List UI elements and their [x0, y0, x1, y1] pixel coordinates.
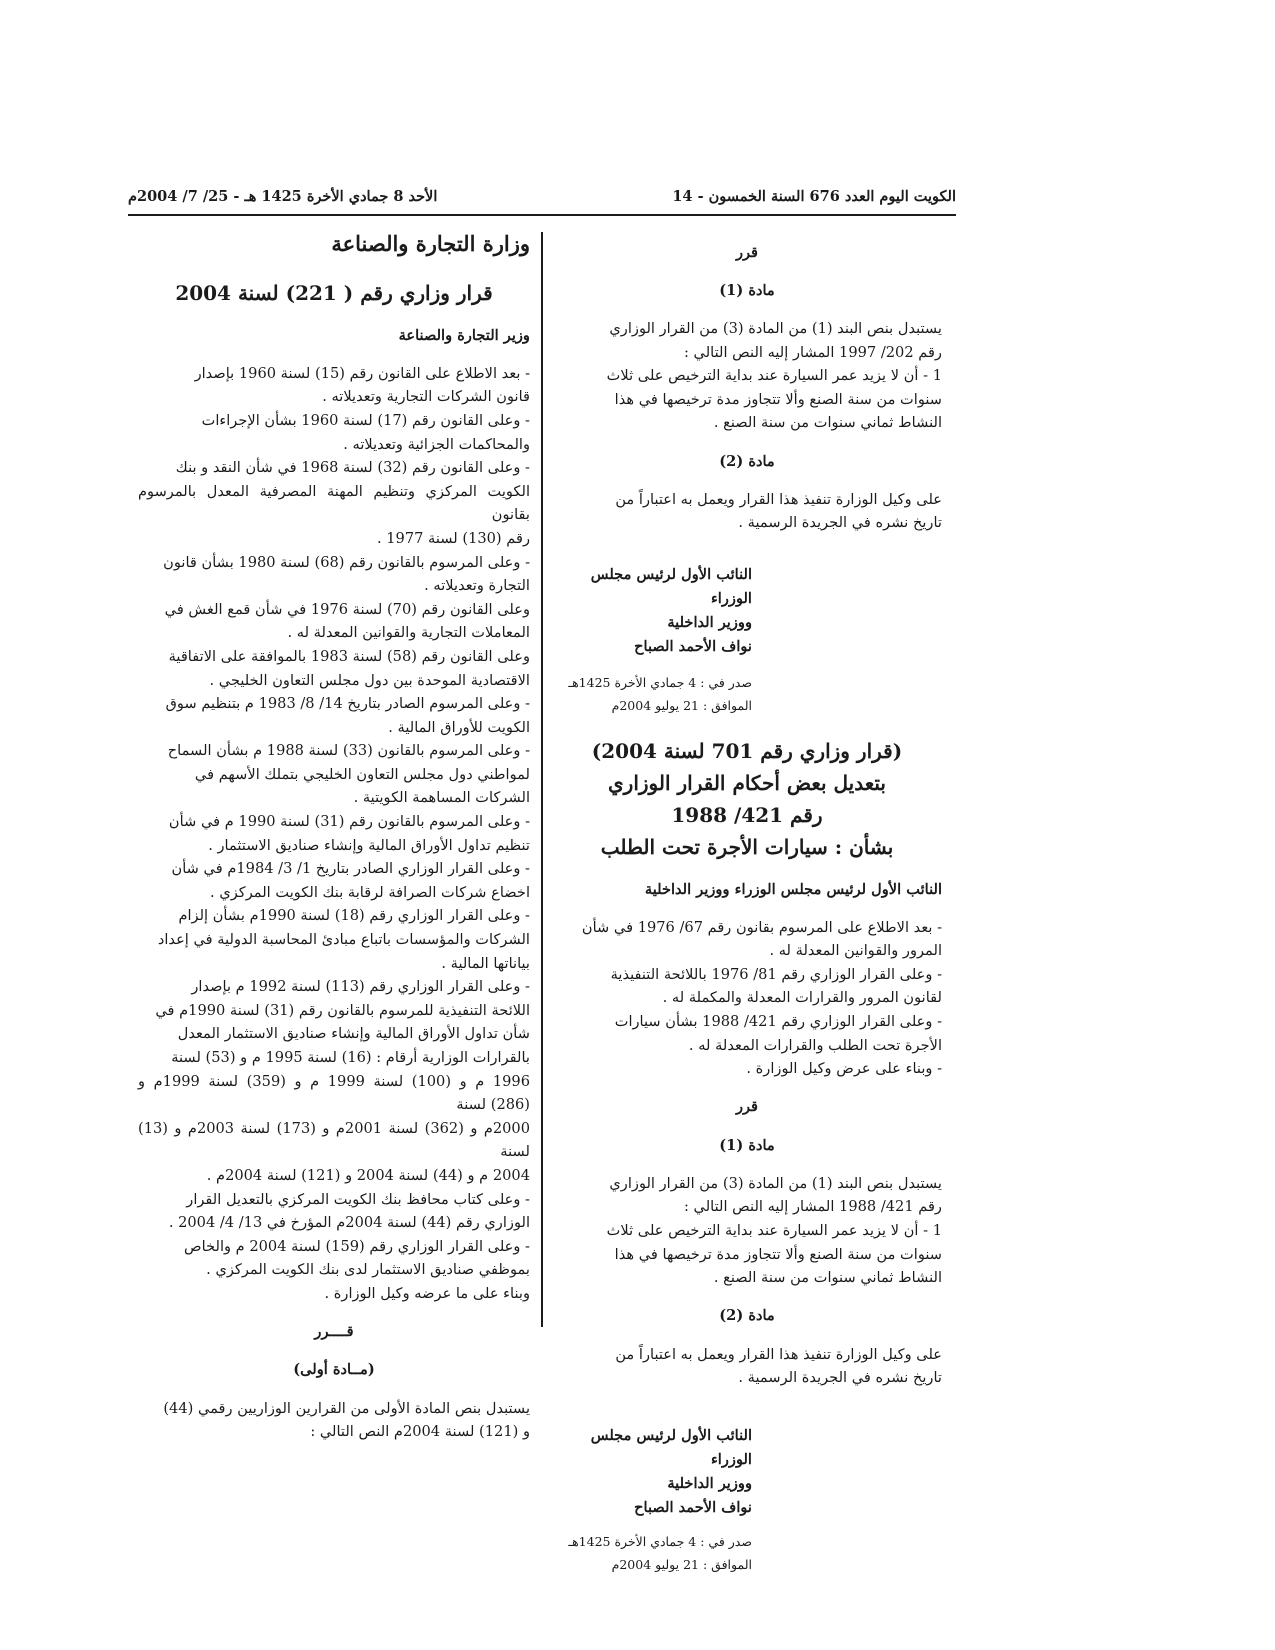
ministry-heading: وزارة التجارة والصناعة [331, 231, 530, 256]
decision-title: (قرار وزاري رقم 701 لسنة 2004) [591, 738, 903, 763]
preamble-line: الأجرة تحت الطلب والقرارات المعدلة له . [688, 1036, 942, 1054]
text-line: سنوات من سنة الصنع وألا تتجاوز مدة ترخيصها في هذا [614, 390, 942, 408]
text-line: تاريخ نشره في الجريدة الرسمية . [738, 514, 942, 532]
decision-701-continuation-top [552, 241, 942, 717]
left-column [138, 229, 530, 1444]
preamble-line: شأن تداول الأوراق المالية وإنشاء صناديق الاستثمار المعدل [177, 1025, 530, 1043]
qarar-heading: قرر [735, 243, 759, 261]
header-date: الأحد 8 جمادي الأخرة 1425 هـ - 25/ 7/ 2004م [128, 188, 438, 205]
decision-subtitle: بتعديل بعض أحكام القرار الوزاري [608, 770, 886, 795]
column-divider [541, 232, 543, 1327]
decision-subject: بشأن : سيارات الأجرة تحت الطلب [600, 834, 894, 859]
article-first-title: (مــادة أولى) [293, 1361, 375, 1379]
preamble-line: بموظفي صناديق الاستثمار لدى بنك الكويت المركزي . [206, 1261, 530, 1279]
article-2-title: مادة (2) [719, 452, 775, 470]
decision-701 [552, 735, 942, 1576]
signatory-title: النائب الأول لرئيس مجلس الوزراء [590, 1426, 752, 1468]
preamble-line: الشركات والمؤسسات باتباع مبادئ المحاسبة الدولية في إعداد [157, 931, 530, 949]
preamble-line: وعلى القانون رقم (70) لسنة 1976 في شأن قمع الغش في [164, 600, 530, 618]
preamble-line: 2004 م و (44) لسنة 2004 و (121) لسنة 2004م . [206, 1166, 530, 1184]
header-rule [128, 214, 956, 216]
article-2-title: مادة (2) [719, 1307, 775, 1325]
preamble-line: بياناتها المالية . [441, 954, 530, 972]
preamble-line: 2000م و (362) لسنة 2001م و (173) لسنة 2003م و (13) لسنة [138, 1119, 530, 1161]
text-line: و (121) لسنة 2004م النص التالي : [310, 1423, 530, 1441]
preamble-line: - وعلى القانون رقم (32) لسنة 1968 في شأن النقد و بنك [175, 459, 530, 477]
text-line: النشاط ثماني سنوات من سنة الصنع . [713, 1269, 942, 1287]
decision-authority: النائب الأول لرئيس مجلس الوزراء ووزير الداخلية [644, 880, 942, 898]
preamble-line: الوزاري رقم (44) لسنة 2004م المؤرخ في 13/ 4/ 2004 . [168, 1214, 530, 1232]
preamble-line: - وعلى المرسوم بالقانون رقم (31) لسنة 1990 م في شأن [168, 813, 530, 831]
issue-date-block [552, 1530, 942, 1576]
text-line: يستبدل بنص البند (1) من المادة (3) من القرار الوزاري [609, 319, 942, 337]
issued-hijri: صدر في : 4 جمادي الأخرة 1425هـ [568, 674, 752, 690]
preamble-line: - بعد الاطلاع على القانون رقم (15) لسنة 1960 بإصدار [194, 364, 530, 382]
text-line: رقم 421/ 1988 المشار إليه النص التالي : [684, 1198, 942, 1216]
preamble-line: وبناء على ما عرضه وكيل الوزارة . [324, 1284, 530, 1302]
preamble-line: لمواطني دول مجلس التعاون الخليجي بتملك الأسهم في [194, 765, 530, 783]
preamble-line: رقم (130) لسنة 1977 . [376, 529, 530, 547]
preamble-line: وعلى القانون رقم (58) لسنة 1983 بالموافقة على الاتفاقية [168, 647, 530, 665]
article-1-title: مادة (1) [719, 281, 775, 299]
preamble-line: التجارة وتعديلاته . [424, 577, 530, 595]
preamble-line: - وعلى القرار الوزاري رقم (18) لسنة 1990م بشأن إلزام [178, 907, 530, 925]
text-line: على وكيل الوزارة تنفيذ هذا القرار ويعمل به اعتباراً من [615, 490, 942, 508]
decision-authority: وزير التجارة والصناعة [398, 326, 530, 344]
preamble-line: المرور والقوانين المعدلة له . [769, 942, 942, 960]
preamble-line: - بعد الاطلاع على المرسوم بقانون رقم 67/ 1976 في شأن [581, 918, 942, 936]
page-header [128, 188, 956, 212]
preamble-line: - وعلى المرسوم بالقانون رقم (68) لسنة 1980 بشأن قانون [163, 553, 530, 571]
text-line: يستبدل بنص البند (1) من المادة (3) من القرار الوزاري [609, 1174, 942, 1192]
issued-gregorian: الموافق : 21 يوليو 2004م [611, 697, 752, 713]
preamble-line: الكويت للأوراق المالية . [388, 718, 530, 736]
preamble-line: الشركات المساهمة الكويتية . [353, 789, 530, 807]
text-line: النشاط ثماني سنوات من سنة الصنع . [713, 414, 942, 432]
preamble-line: - وبناء على عرض وكيل الوزارة . [746, 1060, 942, 1078]
preamble-line: - وعلى القرار الوزاري رقم (159) لسنة 2004 م والخاص [183, 1237, 530, 1255]
text-line: رقم 202/ 1997 المشار إليه النص التالي : [684, 343, 942, 361]
issue-date-block [552, 671, 942, 717]
text-line: على وكيل الوزارة تنفيذ هذا القرار ويعمل به اعتباراً من [615, 1345, 942, 1363]
preamble-line: والمحاكمات الجزائية وتعديلاته . [343, 435, 530, 453]
signatory-title: النائب الأول لرئيس مجلس الوزراء [590, 565, 752, 607]
issued-hijri: صدر في : 4 جمادي الأخرة 1425هـ [568, 1533, 752, 1549]
issued-gregorian: الموافق : 21 يوليو 2004م [611, 1556, 752, 1572]
right-column [552, 226, 942, 1576]
preamble-line: - وعلى المرسوم بالقانون (33) لسنة 1988 م بشأن السماح [167, 742, 530, 760]
signatory-ministry: ووزير الداخلية [667, 1474, 752, 1492]
preamble-line: - وعلى القانون رقم (17) لسنة 1960 بشأن الإجراءات [201, 411, 530, 429]
signatory-ministry: ووزير الداخلية [667, 613, 752, 631]
decision-title: قرار وزاري رقم ( 221) لسنة 2004 [175, 281, 493, 305]
preamble-line: قانون الشركات التجارية وتعديلاته . [322, 388, 530, 406]
signature-block [552, 563, 942, 659]
signatory-name: نواف الأحمد الصباح [634, 637, 752, 655]
preamble-line: اخضاع شركات الصرافة لرقابة بنك الكويت المركزي . [210, 883, 530, 901]
preamble-line: المعاملات التجارية والقوانين المعدلة له . [287, 624, 530, 642]
preamble-line: 1996 م و (100) لسنة 1999 م و (359) لسنة 1999م و (286) لسنة [138, 1072, 530, 1114]
qarar-heading: قرر [735, 1098, 759, 1116]
preamble-line: الاقتصادية الموحدة بين دول مجلس التعاون الخليجي . [209, 671, 530, 689]
preamble-line: - وعلى القرار الوزاري رقم 421/ 1988 بشأن سيارات [614, 1013, 942, 1031]
preamble-line: الكويت المركزي وتنظيم المهنة المصرفية المعدل بالمرسوم بقانون [138, 482, 530, 524]
text-line: 1 - أن لا يزيد عمر السيارة عند بداية الترخيص على ثلاث [606, 367, 942, 385]
preamble-line: - وعلى القرار الوزاري رقم (113) لسنة 1992 م بإصدار [191, 978, 530, 996]
header-issue-info: الكويت اليوم العدد 676 السنة الخمسون - 14 [672, 188, 956, 205]
text-line: تاريخ نشره في الجريدة الرسمية . [738, 1369, 942, 1387]
text-line: يستبدل بنص المادة الأولى من القرارين الوزاريين رقمي (44) [163, 1399, 530, 1417]
preamble-line: تنظيم تداول الأوراق المالية وإنشاء صناديق الاستثمار . [208, 836, 530, 854]
preamble-line: - وعلى القرار الوزاري رقم 81/ 1976 باللائحة التنفيذية [610, 965, 942, 983]
preamble-line: - وعلى كتاب محافظ بنك الكويت المركزي بالتعديل القرار [186, 1190, 530, 1208]
signature-block [552, 1424, 942, 1520]
signatory-name: نواف الأحمد الصباح [634, 1498, 752, 1516]
preamble-line: اللائحة التنفيذية للمرسوم بالقانون رقم (31) لسنة 1990م في [155, 1001, 530, 1019]
preamble-line: - وعلى المرسوم الصادر بتاريخ 14/ 8/ 1983 م بتنظيم سوق [165, 695, 530, 713]
preamble-line: - وعلى القرار الوزاري الصادر بتاريخ 1/ 3/ 1984م في شأن [171, 860, 530, 878]
qarar-heading: قــــرر [314, 1323, 354, 1341]
preamble-line: لقانون المرور والقرارات المعدلة والمكملة له . [662, 989, 942, 1007]
text-line: 1 - أن لا يزيد عمر السيارة عند بداية الترخيص على ثلاث [606, 1222, 942, 1239]
article-1-title: مادة (1) [719, 1136, 775, 1154]
text-line: سنوات من سنة الصنع وألا تتجاوز مدة ترخيصها في هذا [614, 1245, 942, 1263]
preamble-line: بالقرارات الوزارية أرقام : (16) لسنة 1995 م و (53) لسنة [171, 1049, 530, 1066]
decision-reference: رقم 421/ 1988 [671, 802, 823, 827]
